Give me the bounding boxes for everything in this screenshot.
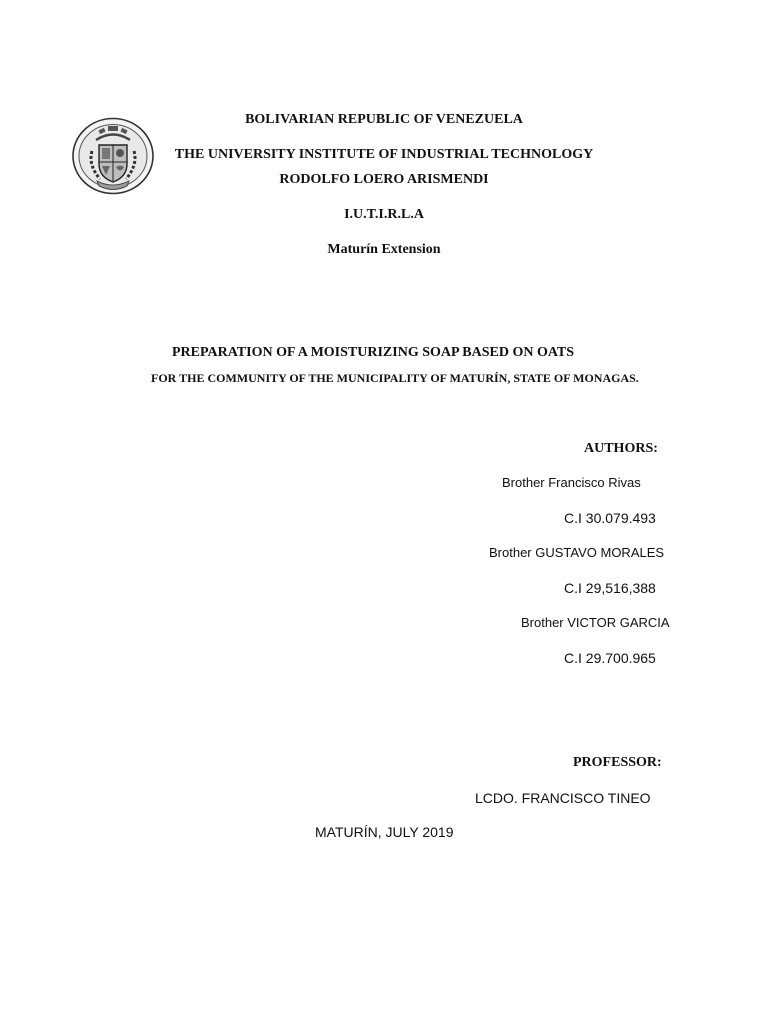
- project-subtitle: FOR THE COMMUNITY OF THE MUNICIPALITY OF MATURÍN, STATE OF MONAGAS.: [151, 371, 639, 385]
- author-name: Brother VICTOR GARCIA: [521, 615, 670, 630]
- project-title: PREPARATION OF A MOISTURIZING SOAP BASED ON OATS: [172, 345, 575, 360]
- institute-name-line1: THE UNIVERSITY INSTITUTE OF INDUSTRIAL TECHNOLOGY: [174, 147, 594, 162]
- author-id: C.I 30.079.493: [564, 510, 656, 526]
- professor-heading: PROFESSOR:: [573, 755, 662, 770]
- institute-name-line2: RODOLFO LOERO ARISMENDI: [279, 172, 489, 187]
- authors-heading: AUTHORS:: [584, 441, 658, 456]
- author-name: Brother Francisco Rivas: [502, 475, 641, 490]
- institute-acronym: I.U.T.I.R.L.A: [344, 207, 424, 222]
- country-heading: BOLIVARIAN REPUBLIC OF VENEZUELA: [245, 112, 523, 127]
- author-id: C.I 29.700.965: [564, 650, 656, 666]
- author-id: C.I 29,516,388: [564, 580, 656, 596]
- place-and-date: MATURÍN, JULY 2019: [315, 824, 454, 840]
- professor-name: LCDO. FRANCISCO TINEO: [475, 790, 651, 806]
- author-name: Brother GUSTAVO MORALES: [489, 545, 665, 560]
- extension-label: Maturín Extension: [327, 242, 441, 257]
